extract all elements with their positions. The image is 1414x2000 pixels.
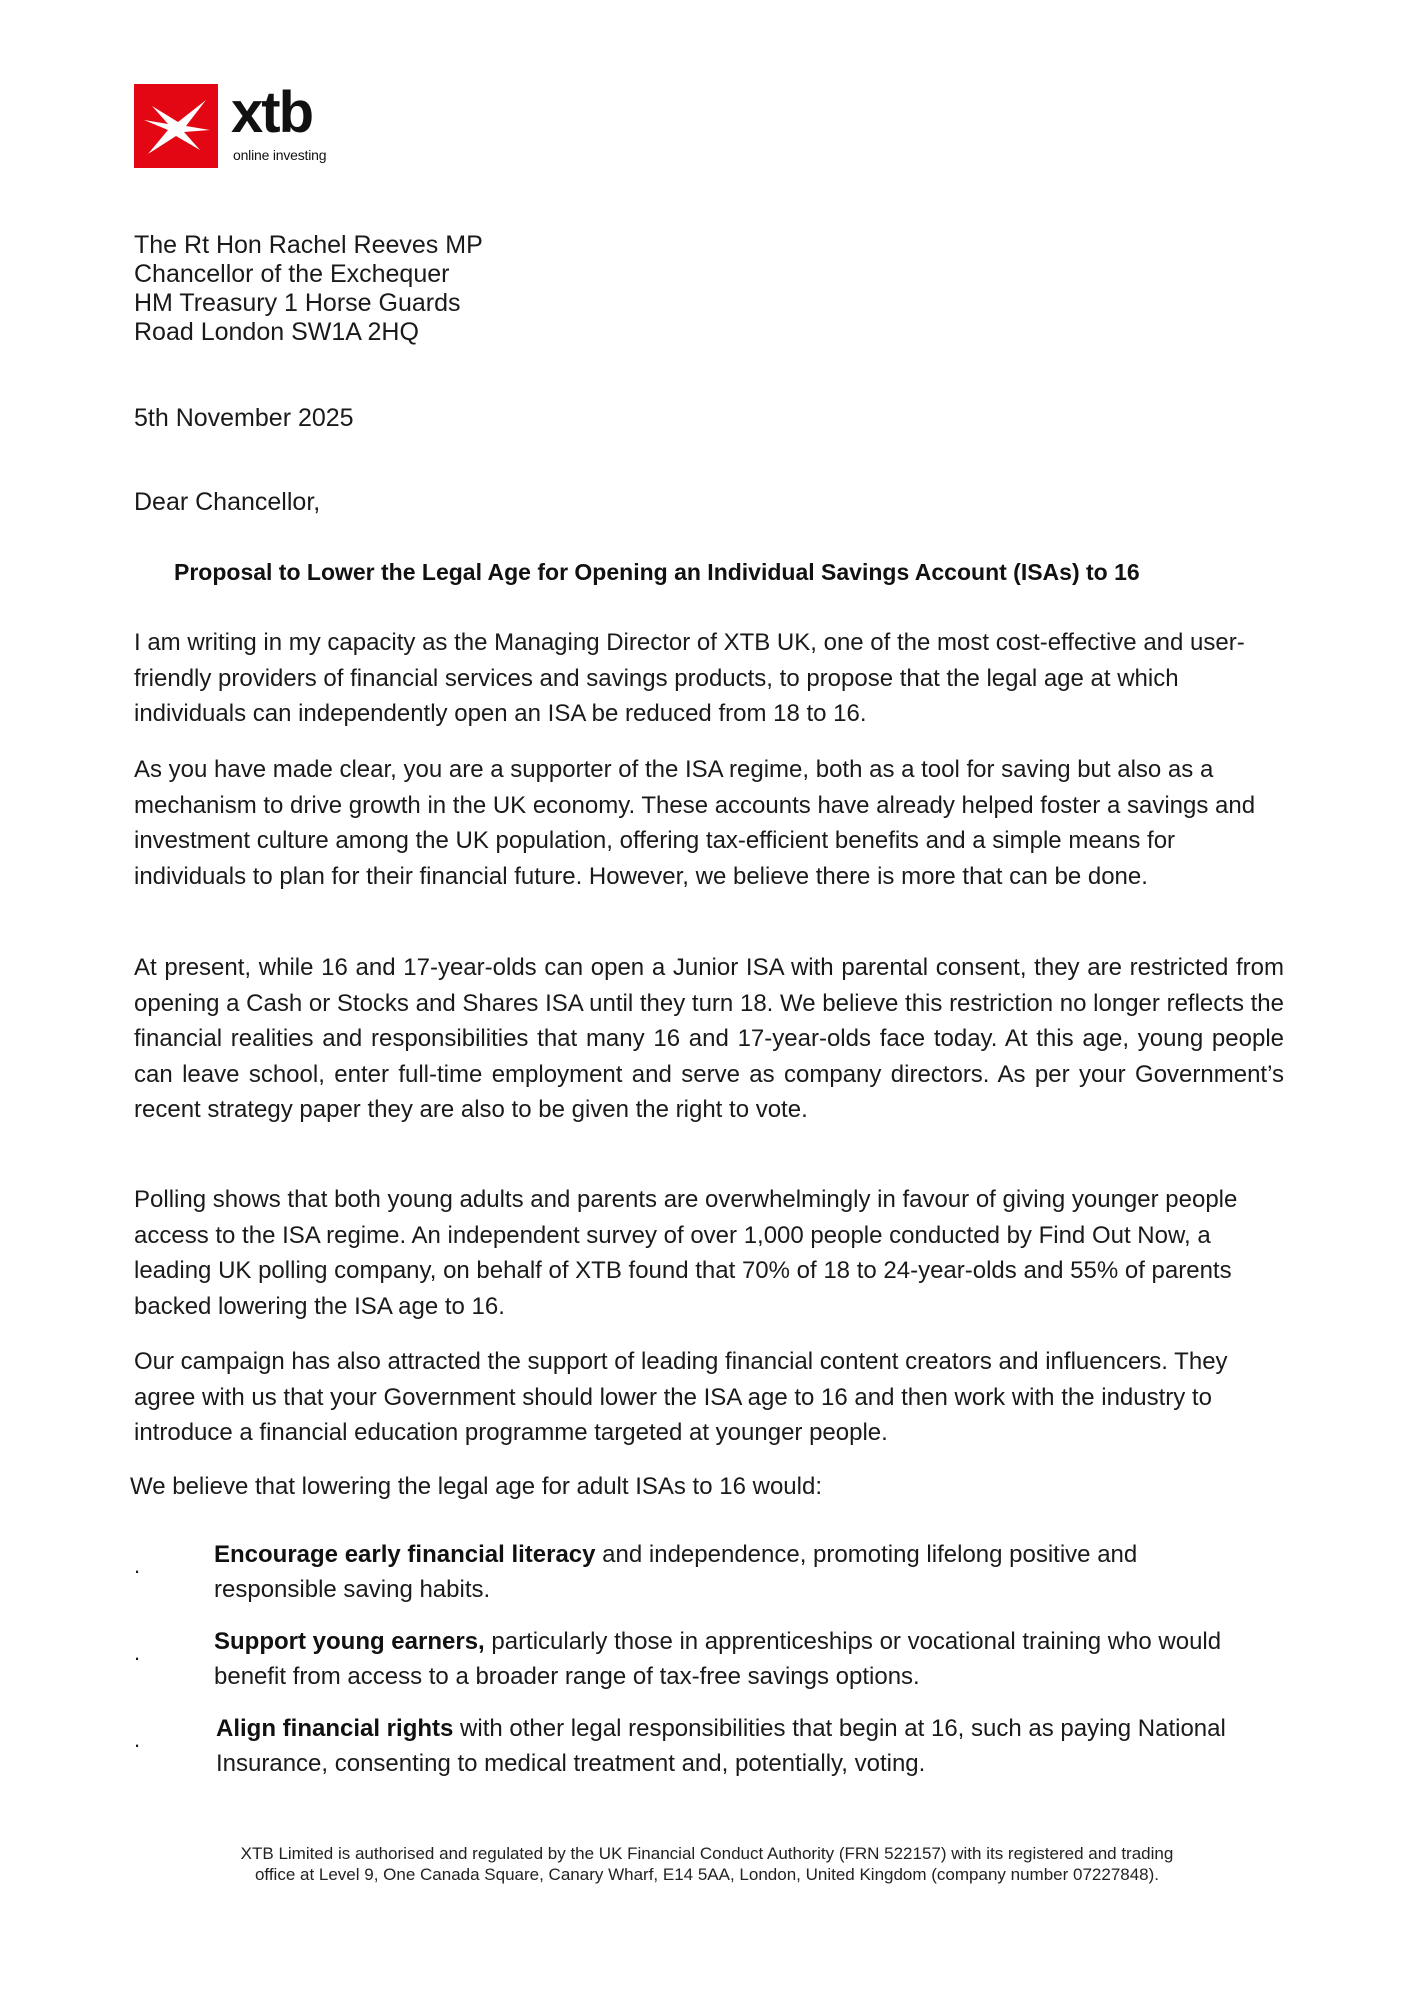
address-line: HM Treasury 1 Horse Guards xyxy=(134,289,461,317)
xtb-logo-mark-icon xyxy=(134,84,218,168)
address-line: Chancellor of the Exchequer xyxy=(134,260,450,288)
letter-date: 5th November 2025 xyxy=(134,404,354,432)
salutation: Dear Chancellor, xyxy=(134,488,321,516)
logo-tagline: online investing xyxy=(233,147,327,163)
body-paragraph: Polling shows that both young adults and parents are overwhelmingly in favour of giving younger people access to the ISA regime. An independent survey of over 1,000 people conducted by Find Out Now, a leading UK polling company, on behalf of XTB found that 70% of 18 to 24-year-olds and 55% of parents backed lowering the ISA age to 16. xyxy=(134,1186,1238,1320)
footer-line: XTB Limited is authorised and regulated by the UK Financial Conduct Authority (FRN 522157) with its registered and trading xyxy=(240,1844,1174,1863)
bullet-text: and independence, promoting lifelong positive and responsible saving habits. xyxy=(214,1541,1138,1603)
regulatory-footer xyxy=(100,1843,1314,1885)
logo-wordmark: xtb xyxy=(231,80,312,145)
xtb-logo xyxy=(134,80,394,168)
body-paragraph: At present, while 16 and 17-year-olds can open a Junior ISA with parental consent, they are restricted from opening a Cash or Stocks and Shares ISA until they turn 18. We believe this restriction no longer reflects the financial realities and responsibilities that many 16 and 17-year-olds face today. At this age, young people can leave school, enter full-time employment and serve as company directors. As per your Government’s recent strategy paper they are also to be given the right to vote. xyxy=(134,954,1284,1123)
body-paragraph: As you have made clear, you are a supporter of the ISA regime, both as a tool for saving but also as a mechanism to drive growth in the UK economy. These accounts have already helped foster a savings and investment culture among the UK population, offering tax-efficient benefits and a simple means for individuals to plan for their financial future. However, we believe there is more that can be done. xyxy=(134,756,1256,890)
bullet-bold-text: Align financial rights xyxy=(216,1715,454,1742)
bullet-marker: . xyxy=(134,1727,141,1752)
footer-line: office at Level 9, One Canada Square, Canary Wharf, E14 5AA, London, United Kingdom (company number 07227848). xyxy=(254,1865,1160,1884)
bullet-text: particularly those in apprenticeships or vocational training who would benefit from access to a broader range of tax-free savings options. xyxy=(214,1628,1222,1690)
bullet-bold-text: Support young earners, xyxy=(214,1628,485,1655)
body-paragraph: I am writing in my capacity as the Managing Director of XTB UK, one of the most cost-effective and user-friendly providers of financial services and savings products, to propose that the legal age at which individuals can independently open an ISA be reduced from 18 to 16. xyxy=(134,629,1245,727)
bullet-marker: . xyxy=(134,1553,141,1578)
body-paragraph: Our campaign has also attracted the support of leading financial content creators and influencers. They agree with us that your Government should lower the ISA age to 16 and then work with the industry to introduce a financial education programme targeted at younger people. xyxy=(134,1348,1228,1446)
bullet-bold-text: Encourage early financial literacy xyxy=(214,1541,596,1568)
address-line: Road London SW1A 2HQ xyxy=(134,318,419,346)
bullet-text: with other legal responsibilities that begin at 16, such as paying National Insurance, consenting to medical treatment and, potentially, voting. xyxy=(216,1715,1226,1777)
recipient-address xyxy=(134,231,1284,347)
bullet-marker: . xyxy=(134,1640,141,1665)
address-line: The Rt Hon Rachel Reeves MP xyxy=(134,231,483,259)
bullet-intro: We believe that lowering the legal age for adult ISAs to 16 would: xyxy=(130,1473,822,1500)
letter-subject: Proposal to Lower the Legal Age for Opening an Individual Savings Account (ISAs) to 16 xyxy=(174,559,1140,585)
